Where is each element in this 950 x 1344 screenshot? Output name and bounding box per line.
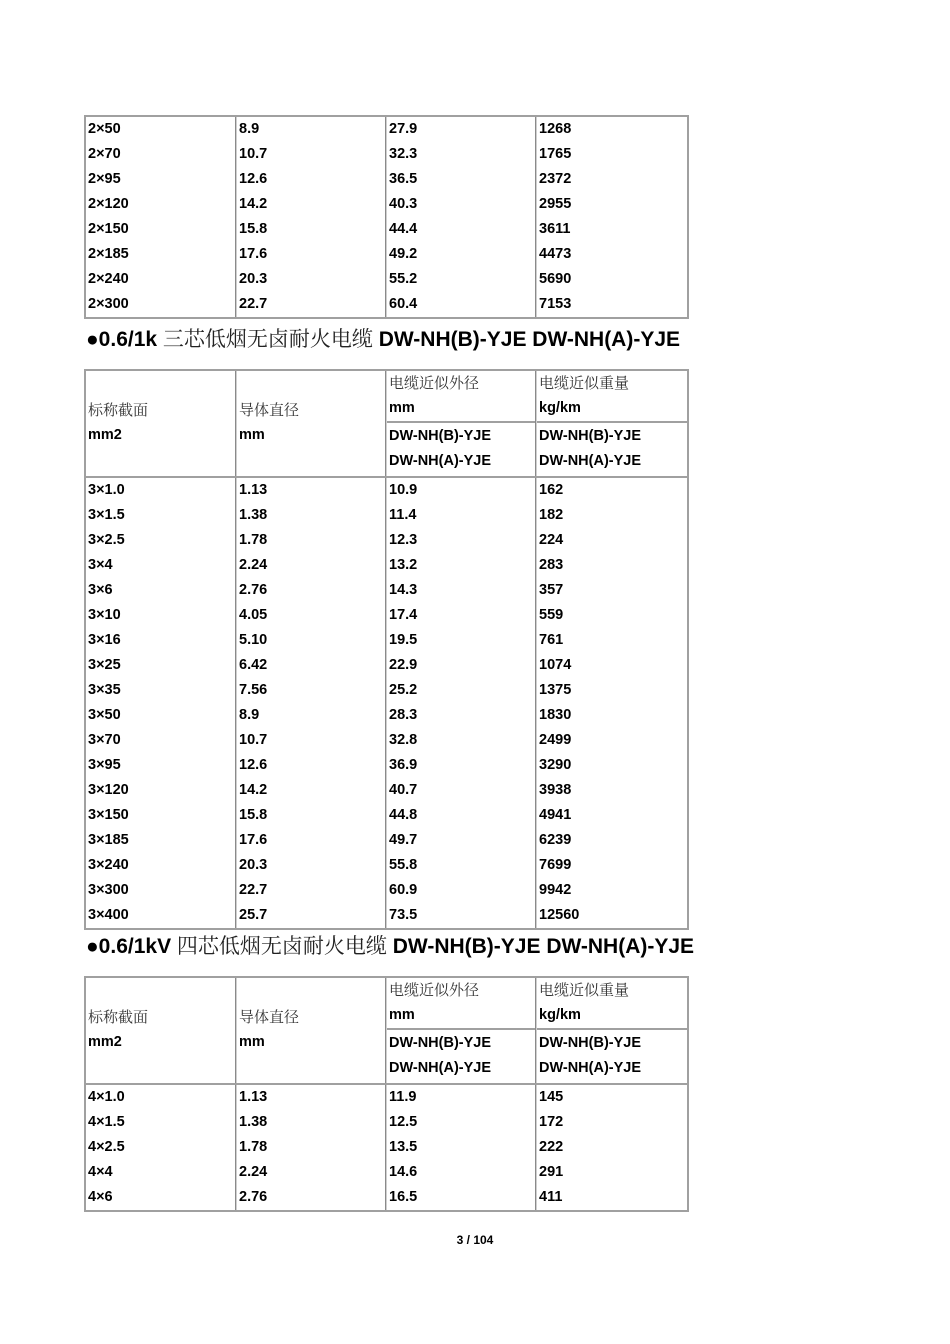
cell-outer-diameter: 73.5 [386, 903, 536, 928]
cell-section: 2×185 [86, 242, 236, 267]
cell-outer-diameter: 17.4 [386, 603, 536, 628]
cell-weight: 2955 [536, 192, 687, 217]
cell-section: 3×10 [86, 603, 236, 628]
cell-conductor-diameter: 7.56 [236, 678, 386, 703]
cell-section: 3×240 [86, 853, 236, 878]
cell-outer-diameter: 13.2 [386, 553, 536, 578]
table-row [86, 1135, 687, 1160]
header-model: DW-NH(B)-YJE [539, 1035, 642, 1051]
cell-section: 2×300 [86, 292, 236, 317]
cell-section: 2×240 [86, 267, 236, 292]
table-row [86, 803, 687, 828]
cell-section: 3×6 [86, 578, 236, 603]
table-row [86, 142, 687, 167]
cell-conductor-diameter: 17.6 [236, 242, 386, 267]
cell-section: 3×400 [86, 903, 236, 928]
header-weight [536, 978, 687, 1083]
cell-weight: 291 [536, 1160, 687, 1185]
cell-weight: 12560 [536, 903, 687, 928]
cell-weight: 357 [536, 578, 687, 603]
table-row [86, 728, 687, 753]
cell-outer-diameter: 28.3 [386, 703, 536, 728]
header-label: 标称截面 [88, 1008, 149, 1026]
table-row [86, 1085, 687, 1110]
table-row [86, 292, 687, 317]
cell-conductor-diameter: 1.38 [236, 1110, 386, 1135]
cell-section: 3×1.5 [86, 503, 236, 528]
cell-conductor-diameter: 20.3 [236, 853, 386, 878]
header-unit: mm2 [88, 1034, 122, 1050]
header-label: 电缆近似外径 [389, 981, 480, 999]
header-unit: kg/km [539, 400, 581, 416]
cell-weight: 145 [536, 1085, 687, 1110]
cell-outer-diameter: 13.5 [386, 1135, 536, 1160]
cell-outer-diameter: 44.8 [386, 803, 536, 828]
cell-outer-diameter: 22.9 [386, 653, 536, 678]
table-row [86, 653, 687, 678]
cell-conductor-diameter: 15.8 [236, 803, 386, 828]
cell-outer-diameter: 36.5 [386, 167, 536, 192]
cell-weight: 1074 [536, 653, 687, 678]
cell-weight: 7153 [536, 292, 687, 317]
table-row [86, 1185, 687, 1210]
cell-outer-diameter: 32.8 [386, 728, 536, 753]
cell-conductor-diameter: 2.24 [236, 553, 386, 578]
cell-weight: 182 [536, 503, 687, 528]
cell-outer-diameter: 55.8 [386, 853, 536, 878]
cell-section: 2×120 [86, 192, 236, 217]
cell-outer-diameter: 40.3 [386, 192, 536, 217]
table-row [86, 478, 687, 503]
table-row [86, 167, 687, 192]
table-row [86, 1110, 687, 1135]
cell-section: 2×70 [86, 142, 236, 167]
table-row [86, 828, 687, 853]
cell-section: 4×4 [86, 1160, 236, 1185]
cell-outer-diameter: 14.3 [386, 578, 536, 603]
table-row [86, 117, 687, 142]
cell-section: 4×1.5 [86, 1110, 236, 1135]
cell-conductor-diameter: 22.7 [236, 878, 386, 903]
heading-prefix: ●0.6/1k [86, 328, 163, 351]
page-number: 3 / 104 [456, 1233, 494, 1247]
header-unit: mm [239, 1034, 265, 1050]
cell-section: 3×4 [86, 553, 236, 578]
header-unit: mm2 [88, 427, 122, 443]
cell-conductor-diameter: 1.13 [236, 1085, 386, 1110]
heading-chinese: 三芯低烟无卤耐火电缆 [162, 327, 373, 351]
cell-outer-diameter: 40.7 [386, 778, 536, 803]
cell-section: 3×1.0 [86, 478, 236, 503]
cell-section: 3×2.5 [86, 528, 236, 553]
header-unit: mm [389, 1007, 415, 1023]
cell-section: 3×25 [86, 653, 236, 678]
cell-outer-diameter: 12.5 [386, 1110, 536, 1135]
three-core-table [84, 369, 689, 930]
header-label: 导体直径 [239, 401, 300, 419]
cell-conductor-diameter: 1.78 [236, 528, 386, 553]
table-row [86, 553, 687, 578]
table-row [86, 778, 687, 803]
cell-conductor-diameter: 8.9 [236, 703, 386, 728]
cell-section: 2×95 [86, 167, 236, 192]
cell-conductor-diameter: 1.78 [236, 1135, 386, 1160]
cell-section: 2×50 [86, 117, 236, 142]
cell-outer-diameter: 14.6 [386, 1160, 536, 1185]
table-row [86, 528, 687, 553]
cell-conductor-diameter: 4.05 [236, 603, 386, 628]
cell-weight: 162 [536, 478, 687, 503]
heading-prefix: ●0.6/1kV [86, 935, 177, 958]
table-row [86, 503, 687, 528]
cell-weight: 283 [536, 553, 687, 578]
cell-outer-diameter: 11.9 [386, 1085, 536, 1110]
cell-section: 3×50 [86, 703, 236, 728]
header-model: DW-NH(A)-YJE [539, 453, 642, 469]
cell-section: 4×2.5 [86, 1135, 236, 1160]
cell-conductor-diameter: 2.24 [236, 1160, 386, 1185]
header-nominal-section [86, 371, 236, 476]
cell-section: 3×185 [86, 828, 236, 853]
header-label: 电缆近似重量 [539, 374, 630, 392]
table-row [86, 267, 687, 292]
four-core-table [84, 976, 689, 1212]
table-row [86, 753, 687, 778]
header-unit: mm [239, 427, 265, 443]
header-label: 导体直径 [239, 1008, 300, 1026]
header-model: DW-NH(B)-YJE [389, 428, 492, 444]
cell-section: 3×120 [86, 778, 236, 803]
cell-weight: 3290 [536, 753, 687, 778]
cell-conductor-diameter: 1.13 [236, 478, 386, 503]
three-core-section-heading [86, 323, 680, 353]
cell-conductor-diameter: 2.76 [236, 1185, 386, 1210]
table-row [86, 578, 687, 603]
cell-weight: 9942 [536, 878, 687, 903]
table-row [86, 1160, 687, 1185]
cell-outer-diameter: 16.5 [386, 1185, 536, 1210]
cell-conductor-diameter: 14.2 [236, 778, 386, 803]
heading-models: DW-NH(B)-YJE DW-NH(A)-YJE [386, 935, 695, 958]
cell-outer-diameter: 36.9 [386, 753, 536, 778]
three-core-table-header [86, 371, 687, 478]
cell-conductor-diameter: 17.6 [236, 828, 386, 853]
cell-outer-diameter: 60.9 [386, 878, 536, 903]
cell-section: 3×150 [86, 803, 236, 828]
table-row [86, 853, 687, 878]
header-outer-diameter [386, 978, 536, 1083]
table-row [86, 217, 687, 242]
header-model: DW-NH(A)-YJE [389, 1060, 492, 1076]
cell-conductor-diameter: 14.2 [236, 192, 386, 217]
cell-weight: 411 [536, 1185, 687, 1210]
header-unit: kg/km [539, 1007, 581, 1023]
cell-outer-diameter: 12.3 [386, 528, 536, 553]
cell-weight: 6239 [536, 828, 687, 853]
cell-conductor-diameter: 25.7 [236, 903, 386, 928]
cell-conductor-diameter: 2.76 [236, 578, 386, 603]
header-label: 电缆近似重量 [539, 981, 630, 999]
cell-weight: 4941 [536, 803, 687, 828]
header-model: DW-NH(B)-YJE [389, 1035, 492, 1051]
header-model: DW-NH(A)-YJE [539, 1060, 642, 1076]
cell-weight: 1268 [536, 117, 687, 142]
cell-conductor-diameter: 6.42 [236, 653, 386, 678]
four-core-table-body [86, 1085, 687, 1210]
cell-outer-diameter: 19.5 [386, 628, 536, 653]
cell-section: 3×300 [86, 878, 236, 903]
cell-section: 2×150 [86, 217, 236, 242]
cell-conductor-diameter: 1.38 [236, 503, 386, 528]
cell-weight: 1765 [536, 142, 687, 167]
header-model: DW-NH(B)-YJE [539, 428, 642, 444]
header-conductor-diameter [236, 371, 386, 476]
cell-conductor-diameter: 15.8 [236, 217, 386, 242]
cell-weight: 1830 [536, 703, 687, 728]
cell-outer-diameter: 55.2 [386, 267, 536, 292]
cell-weight: 2372 [536, 167, 687, 192]
cell-outer-diameter: 60.4 [386, 292, 536, 317]
cell-weight: 172 [536, 1110, 687, 1135]
table-row [86, 603, 687, 628]
cell-weight: 761 [536, 628, 687, 653]
header-label: 电缆近似外径 [389, 374, 480, 392]
four-core-table-header [86, 978, 687, 1085]
header-unit: mm [389, 400, 415, 416]
cell-conductor-diameter: 5.10 [236, 628, 386, 653]
cell-section: 4×1.0 [86, 1085, 236, 1110]
header-outer-diameter [386, 371, 536, 476]
table-row [86, 878, 687, 903]
cell-section: 4×6 [86, 1185, 236, 1210]
cell-outer-diameter: 49.7 [386, 828, 536, 853]
header-weight [536, 371, 687, 476]
three-core-table-body [86, 478, 687, 928]
cell-conductor-diameter: 10.7 [236, 142, 386, 167]
cell-weight: 2499 [536, 728, 687, 753]
table-row [86, 703, 687, 728]
cell-weight: 5690 [536, 267, 687, 292]
cell-conductor-diameter: 22.7 [236, 292, 386, 317]
cell-outer-diameter: 49.2 [386, 242, 536, 267]
table-row [86, 678, 687, 703]
header-conductor-diameter [236, 978, 386, 1083]
cell-outer-diameter: 44.4 [386, 217, 536, 242]
cell-weight: 222 [536, 1135, 687, 1160]
header-label: 标称截面 [88, 401, 149, 419]
cell-conductor-diameter: 8.9 [236, 117, 386, 142]
cell-section: 3×70 [86, 728, 236, 753]
table-row [86, 903, 687, 928]
table-row [86, 628, 687, 653]
table-row [86, 192, 687, 217]
cell-weight: 1375 [536, 678, 687, 703]
cell-weight: 4473 [536, 242, 687, 267]
cell-weight: 559 [536, 603, 687, 628]
cell-outer-diameter: 11.4 [386, 503, 536, 528]
cell-section: 3×16 [86, 628, 236, 653]
heading-chinese: 四芯低烟无卤耐火电缆 [176, 934, 387, 958]
cell-weight: 3611 [536, 217, 687, 242]
cell-weight: 3938 [536, 778, 687, 803]
header-model: DW-NH(A)-YJE [389, 453, 492, 469]
cell-conductor-diameter: 12.6 [236, 167, 386, 192]
header-nominal-section [86, 978, 236, 1083]
cell-weight: 7699 [536, 853, 687, 878]
cell-outer-diameter: 25.2 [386, 678, 536, 703]
two-core-table [84, 115, 689, 319]
cell-section: 3×95 [86, 753, 236, 778]
cell-conductor-diameter: 20.3 [236, 267, 386, 292]
heading-models: DW-NH(B)-YJE DW-NH(A)-YJE [372, 328, 681, 351]
cell-outer-diameter: 32.3 [386, 142, 536, 167]
four-core-section-heading [86, 930, 694, 960]
two-core-table-body [86, 117, 687, 317]
cell-outer-diameter: 10.9 [386, 478, 536, 503]
cell-conductor-diameter: 12.6 [236, 753, 386, 778]
table-row [86, 242, 687, 267]
cell-conductor-diameter: 10.7 [236, 728, 386, 753]
cell-outer-diameter: 27.9 [386, 117, 536, 142]
cell-section: 3×35 [86, 678, 236, 703]
cell-weight: 224 [536, 528, 687, 553]
